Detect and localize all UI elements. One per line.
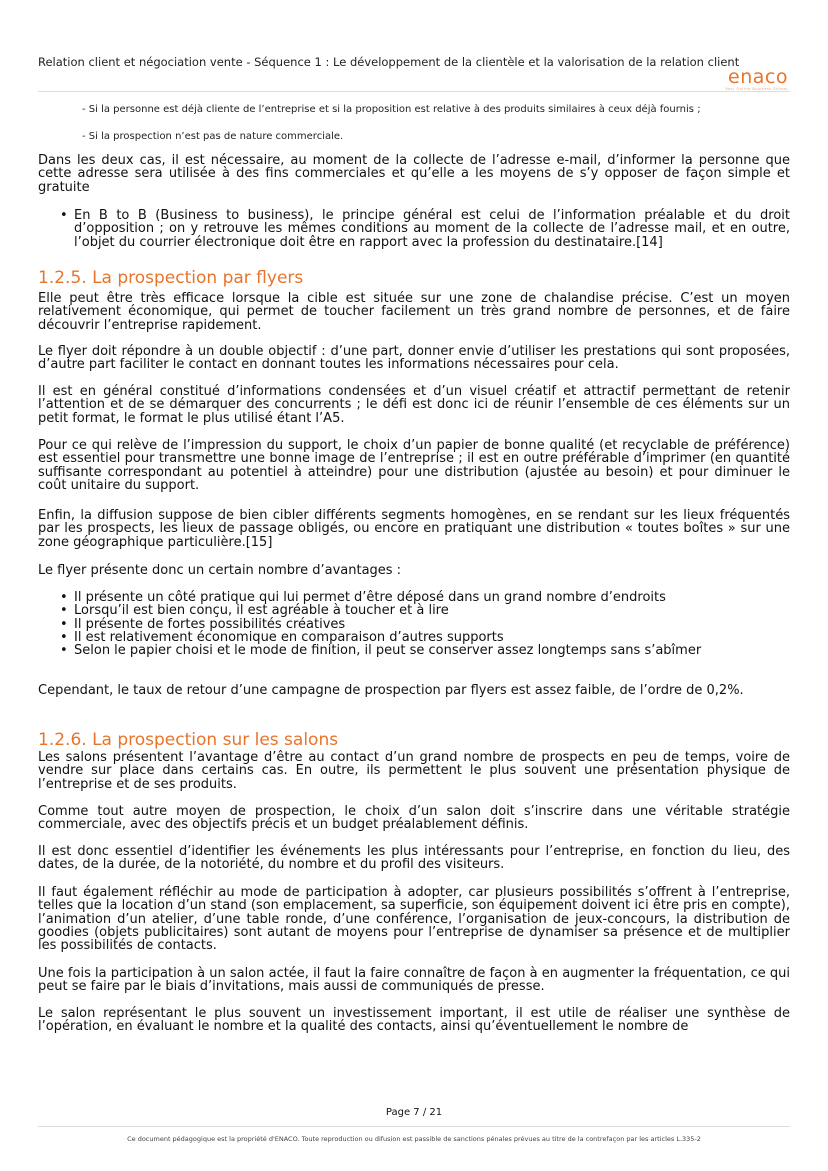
paragraph: Elle peut être très efficace lorsque la cible est située sur une zone de chalandise précise. C’est un moyen relativement économique, qui permet de toucher facilement un très grand nombre de personnes, et de faire découvrir l’entreprise rapidement.	[38, 291, 790, 333]
footer-divider	[38, 1126, 790, 1127]
sub-item: - Si la prospection n’est pas de nature commerciale.	[82, 131, 344, 142]
page-number: Page 7 / 21	[385, 1107, 443, 1118]
paragraph: Dans les deux cas, il est nécessaire, au moment de la collecte de l’adresse e-mail, d’informer la personne que cette adresse sera utilisée à des fins commerciales et qu’elle a les moyens de s’y opposer de façon simple et gratuite	[38, 153, 790, 195]
paragraph: Le flyer doit répondre à un double objectif : d’une part, donner envie d’utiliser les prestations qui sont proposées, d’autre part faciliter le contact en donnant toutes les informations nécessaires pour cela.	[38, 344, 790, 373]
paragraph: Pour ce qui relève de l’impression du support, le choix d’un papier de bonne qualité (et recyclable de préférence) est essentiel pour transmettre une bonne image de l’entreprise ; il est en outre préférable d’imprimer (en quantité suffisante correspondant au potentiel à atteindre) pour une distribution (ajustée au besoin) et pour diminuer le coût unitaire du support.	[38, 438, 790, 493]
section-heading: 1.2.6. La prospection sur les salons	[38, 730, 339, 750]
paragraph: Le salon représentant le plus souvent un investissement important, il est utile de réaliser une synthèse de l’opération, en évaluant le nombre et la qualité des contacts, ainsi qu’éventuellement le nombre de	[38, 1006, 790, 1035]
paragraph: Cependant, le taux de retour d’une campagne de prospection par flyers est assez faible, de l’ordre de 0,2%.	[38, 683, 744, 698]
header-divider	[38, 91, 790, 92]
running-header: Relation client et négociation vente - Séquence 1 : Le développement de la clientèle et la valorisation de la relation client	[38, 55, 740, 69]
advantages-list	[38, 591, 790, 657]
paragraph: Il est en général constitué d’informations condensées et d’un visuel créatif et attractif permettant de retenir l’attention et de se démarquer des concurrents ; le défi est donc ici de réunir l’ensemble de ces éléments sur un petit format, le format le plus utilisé étant l’A5.	[38, 384, 790, 426]
list-item: • Il présente un côté pratique qui lui permet d’être déposé dans un grand nombre d’endroits	[38, 591, 790, 604]
paragraph: Comme tout autre moyen de prospection, le choix d’un salon doit s’inscrire dans une véritable stratégie commerciale, avec des objectifs précis et un budget préalablement définis.	[38, 804, 790, 833]
section-heading: 1.2.5. La prospection par flyers	[38, 268, 304, 288]
list-item: • Selon le papier choisi et le mode de finition, il peut se conserver assez longtemps sans s’abîmer	[38, 644, 790, 657]
enaco-logo: enaco Your Online Business School	[725, 66, 788, 91]
list-item: • Il est relativement économique en comparaison d’autres supports	[38, 631, 790, 644]
paragraph: Enfin, la diffusion suppose de bien cibler différents segments homogènes, en se rendant sur les lieux fréquentés par les prospects, les lieux de passage obligés, ou encore en pratiquant une distribution « toutes boîtes » sur une zone géographique particulière.[15]	[38, 508, 790, 550]
paragraph: Une fois la participation à un salon actée, il faut la faire connaître de façon à en augmenter la fréquentation, ce qui peut se faire par le biais d’invitations, mais aussi de communiqués de presse.	[38, 966, 790, 995]
list-item: • Il présente de fortes possibilités créatives	[38, 618, 790, 631]
paragraph: Le flyer présente donc un certain nombre d’avantages :	[38, 563, 402, 578]
list-item: • En B to B (Business to business), le principe général est celui de l’information préalable et du droit d’opposition ; on y retrouve les mêmes conditions au moment de la collecte de l’adresse mail, et en outre, l’objet du courrier électronique doit être en rapport avec la profession du destinataire.[14]	[38, 209, 790, 249]
paragraph: Il est donc essentiel d’identifier les événements les plus intéressants pour l’entreprise, en fonction du lieu, des dates, de la durée, de la notoriété, du nombre et du profil des visiteurs.	[38, 844, 790, 873]
paragraph: Les salons présentent l’avantage d’être au contact d’un grand nombre de prospects en peu de temps, voire de vendre sur place dans certains cas. En outre, ils permettent le plus souvent une présentation physique de l’entreprise et de ses produits.	[38, 750, 790, 792]
paragraph: Il faut également réfléchir au mode de participation à adopter, car plusieurs possibilités s’offrent à l’entreprise, telles que la location d’un stand (son emplacement, sa superficie, son équipement doivent ici être pris en compte), l’animation d’un atelier, d’une table ronde, d’une conférence, l’organisation de jeux-concours, la distribution de goodies (objets publicitaires) sont autant de moyens pour l’entreprise de dynamiser sa présence et de multiplier les possibilités de contacts.	[38, 885, 790, 954]
list-item: • Lorsqu’il est bien conçu, il est agréable à toucher et à lire	[38, 604, 790, 617]
bullet-list	[38, 209, 790, 249]
copyright-notice: Ce document pédagogique est la propriété d'ENACO. Toute reproduction ou difusion est passible de sanctions pénales prévues au titre de la contrefaçon par les articles L.335-2	[127, 1135, 701, 1143]
sub-item: - Si la personne est déjà cliente de l’entreprise et si la proposition est relative à des produits similaires à ceux déjà fournis ;	[82, 104, 701, 115]
